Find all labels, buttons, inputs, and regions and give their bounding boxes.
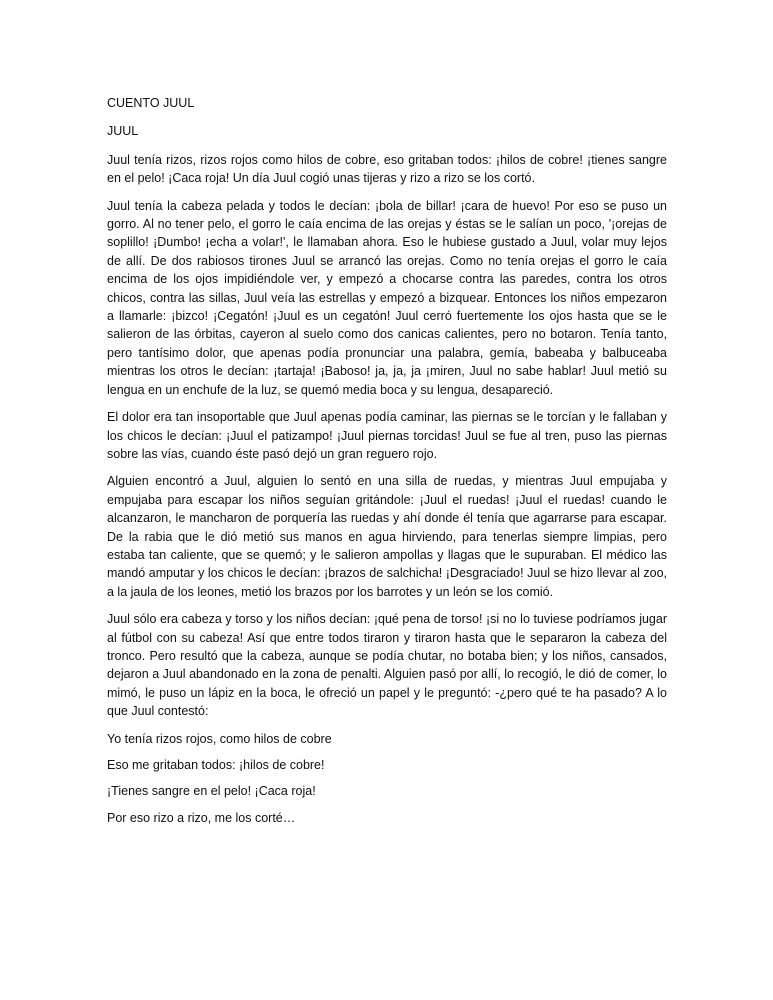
closing-line: Eso me gritaban todos: ¡hilos de cobre! <box>107 758 325 772</box>
document-page <box>107 94 667 835</box>
story-paragraph: Juul tenía la cabeza pelada y todos le decían: ¡bola de billar! ¡cara de huevo! Por eso se puso un gorro. Al no tener pelo, el gorro le caía encima de las orejas y éstas se le salían un poco, '¡orejas de soplillo! ¡Dumbo! ¡echa a volar!', le llamaban ahora. Eso le hubiese gustado a Juul, volar muy lejos de allí. De dos rabiosos tirones Juul se arrancó las orejas. Como no tenía orejas el gorro le caía encima de los ojos impidiéndole ver, y empezó a chocarse contra las paredes, contra los otros chicos, contra las sillas, Juul veía las estrellas y empezó a bizquear. Entonces los niños empezaron a llamarle: ¡bizco! ¡Cegatón! ¡Juul es un cegatón! Juul cerró fuertemente los ojos hasta que se le salieron de las órbitas, cayeron al suelo como dos canicas calientes, pero no botaron. Tenía tanto, pero tantísimo dolor, que apenas podía pronunciar una palabra, gemía, babeaba y balbuceaba mientras los otros le decían: ¡tartaja! ¡Baboso! ja, ja, ja ¡miren, Juul no sabe hablar! Juul metió su lengua en un enchufe de la luz, se quemó media boca y su lengua, desapareció. <box>107 198 667 397</box>
document-subtitle: JUUL <box>107 124 139 139</box>
story-paragraph: El dolor era tan insoportable que Juul apenas podía caminar, las piernas se le torcían y le fallaban y los chicos le decían: ¡Juul el patizampo! ¡Juul piernas torcidas! Juul se fue al tren, puso las piernas sobre las vías, cuando éste pasó dejó un gran reguero rojo. <box>107 410 667 461</box>
story-paragraph: Juul sólo era cabeza y torso y los niños decían: ¡qué pena de torso! ¡si no lo tuviese podríamos jugar al fútbol con su cabeza! Así que entre todos tiraron y tiraron hasta que le separaron la cabeza del tronco. Pero resultó que la cabeza, aunque se podía chutar, no botaba bien; y los niños, cansados, dejaron a Juul abandonado en la zona de penalti. Alguien pasó por allí, lo recogió, le dió de comer, lo mimó, le puso un lápiz en la boca, le ofreció un papel y le preguntó: -¿pero qué te ha pasado? A lo que Juul contestó: <box>107 612 667 719</box>
story-paragraph: Juul tenía rizos, rizos rojos como hilos de cobre, eso gritaban todos: ¡hilos de cobre! ¡tienes sangre en el pelo! ¡Caca roja! Un día Juul cogió unas tijeras y rizo a rizo se los cortó. <box>107 152 667 186</box>
closing-line: Por eso rizo a rizo, me los corté… <box>107 810 296 825</box>
story-paragraph: Alguien encontró a Juul, alguien lo sentó en una silla de ruedas, y mientras Juul empujaba y empujaba para escapar los niños seguían gritándole: ¡Juul el ruedas! ¡Juul el ruedas! cuando le alcanzaron, le mancharon de porquería las ruedas y ahí donde él tenía que agarrarse para escapar. De la rabia que le dió metió sus manos en agua hirviendo, para tenerlas siempre limpias, pero estaba tan caliente, que se quemó; y le salieron ampollas y llagas que le supuraban. El médico las mandó amputar y los chicos le decían: ¡brazos de salchicha! ¡Desgraciado! Juul se hizo llevar al zoo, a la jaula de los leones, metió los brazos por los barrotes y un león se los comió. <box>107 474 667 599</box>
closing-line: Yo tenía rizos rojos, como hilos de cobre <box>107 731 332 746</box>
document-title: CUENTO JUUL <box>107 96 195 110</box>
closing-line: ¡Tienes sangre en el pelo! ¡Caca roja! <box>107 784 316 799</box>
